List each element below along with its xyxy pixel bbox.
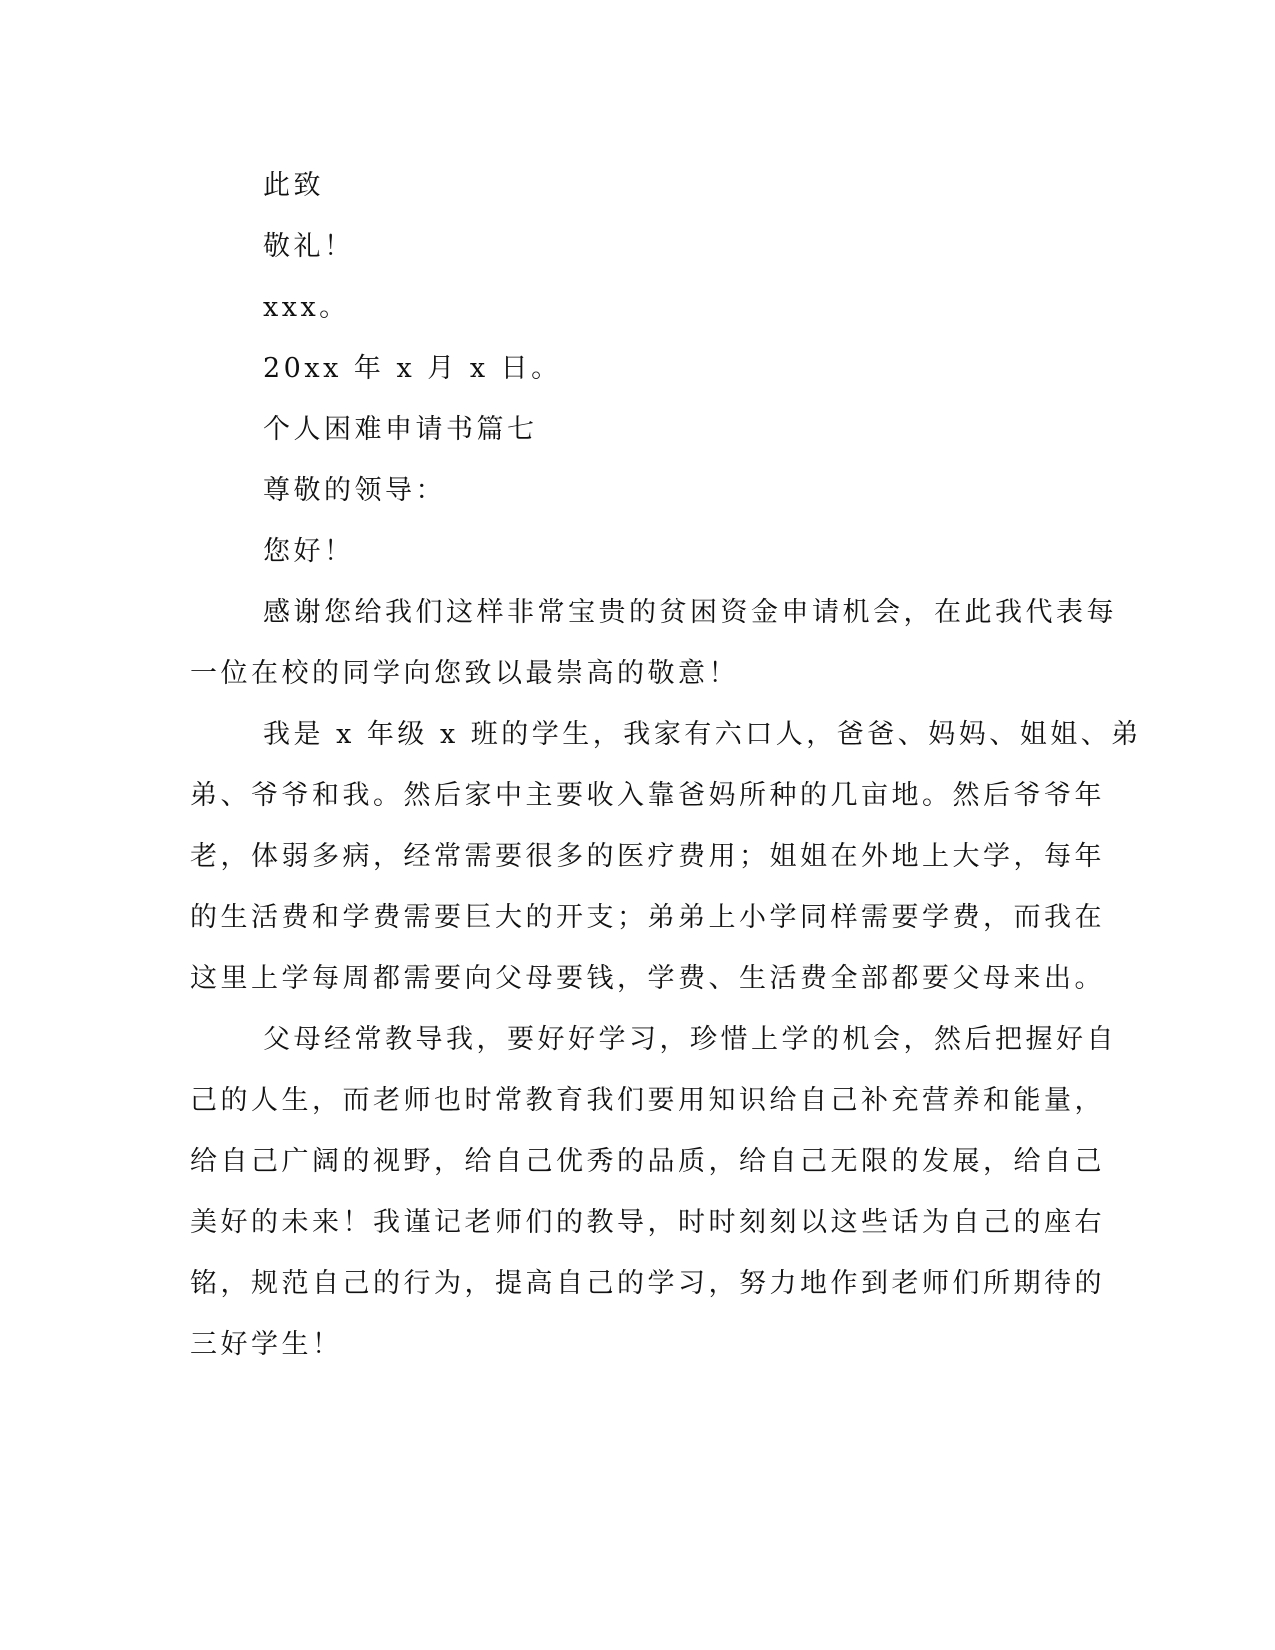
- paragraph-line: 美好的未来！我谨记老师们的教导，时时刻刻以这些话为自己的座右: [190, 1207, 1105, 1238]
- signature: xxx。: [263, 292, 350, 323]
- paragraph-line: 感谢您给我们这样非常宝贵的贫困资金申请机会，在此我代表每: [263, 597, 1117, 628]
- paragraph-line: 弟、爷爷和我。然后家中主要收入靠爸妈所种的几亩地。然后爷爷年: [190, 780, 1105, 811]
- paragraph-line: 给自己广阔的视野，给自己优秀的品质，给自己无限的发展，给自己: [190, 1146, 1105, 1177]
- paragraph-thanks: [190, 582, 1117, 704]
- closing-regards: 敬礼！: [263, 231, 355, 262]
- paragraph-line: 这里上学每周都需要向父母要钱，学费、生活费全部都要父母来出。: [190, 963, 1105, 994]
- greeting: 您好！: [263, 536, 355, 567]
- date-line: 20xx 年 x 月 x 日。: [263, 353, 562, 384]
- paragraph-line: 的生活费和学费需要巨大的开支；弟弟上小学同样需要学费，而我在: [190, 902, 1105, 933]
- paragraph-line: 己的人生，而老师也时常教育我们要用知识给自己补充营养和能量，: [190, 1085, 1105, 1116]
- closing-line: 此致: [263, 170, 324, 201]
- paragraph-line: 老，体弱多病，经常需要很多的医疗费用；姐姐在外地上大学，每年: [190, 841, 1105, 872]
- paragraph-line: 一位在校的同学向您致以最崇高的敬意！: [190, 658, 739, 689]
- paragraph-line: 三好学生！: [190, 1329, 343, 1360]
- paragraph-line: 铭，规范自己的行为，提高自己的学习，努力地作到老师们所期待的: [190, 1268, 1105, 1299]
- section-title: 个人困难申请书篇七: [263, 414, 538, 445]
- document-body: [190, 155, 1142, 1375]
- paragraph-line: 父母经常教导我，要好好学习，珍惜上学的机会，然后把握好自: [263, 1024, 1117, 1055]
- paragraph-line: 我是 x 年级 x 班的学生，我家有六口人，爸爸、妈妈、姐姐、弟: [263, 719, 1142, 750]
- paragraph-teaching: [190, 1009, 1117, 1375]
- paragraph-family: [190, 704, 1142, 1009]
- salutation: 尊敬的领导：: [263, 475, 446, 506]
